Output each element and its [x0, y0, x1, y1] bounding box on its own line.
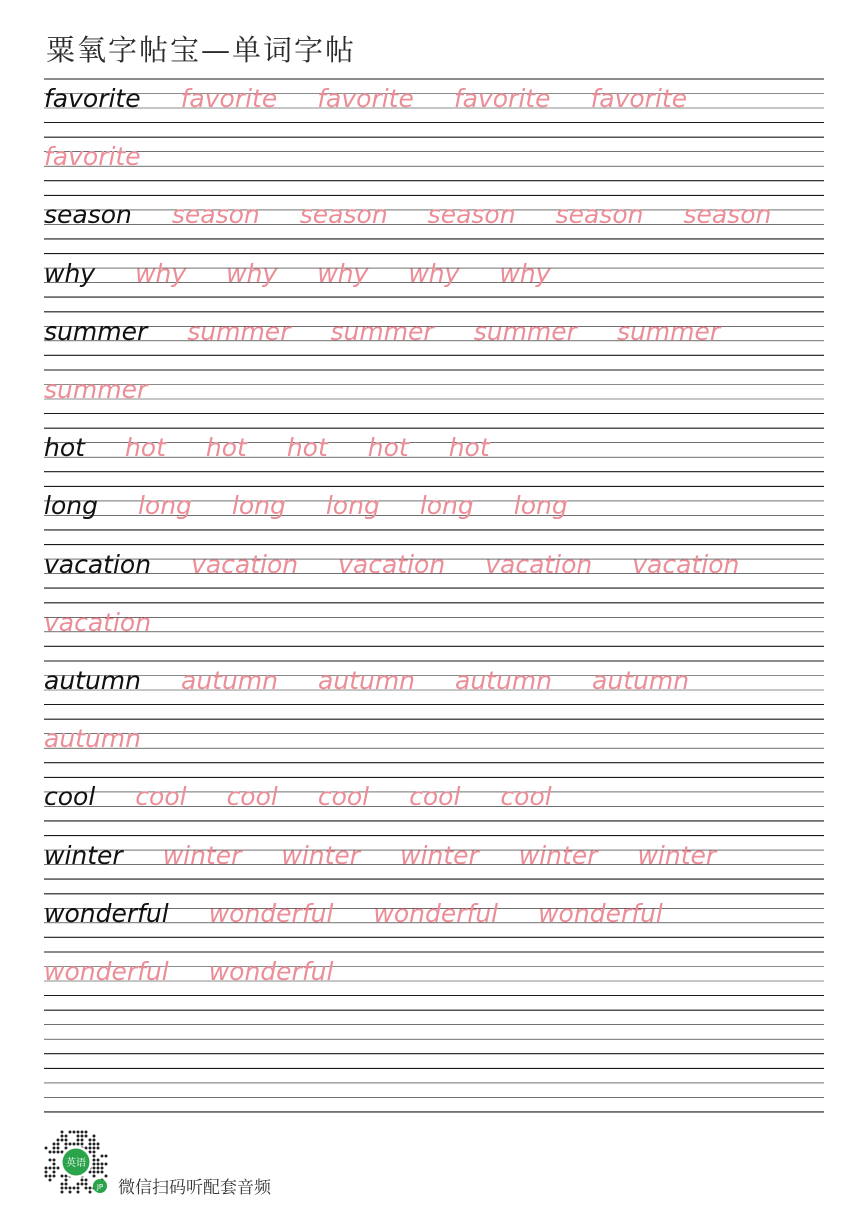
qr-dot — [101, 1163, 104, 1166]
trace-word: favorite — [180, 84, 278, 113]
trace-word: long — [325, 491, 380, 521]
trace-word: why — [499, 258, 551, 288]
trace-word: cool — [500, 782, 552, 812]
qr-dot — [53, 1143, 56, 1146]
qr-dot — [77, 1187, 80, 1190]
qr-dot — [97, 1167, 100, 1170]
trace-word: summer — [187, 316, 291, 346]
qr-dot — [81, 1135, 84, 1138]
model-word: cool — [44, 782, 96, 812]
qr-dot — [101, 1171, 104, 1174]
qr-dot — [69, 1143, 72, 1146]
qr-dot — [61, 1139, 64, 1142]
trace-word: long — [137, 491, 192, 521]
footer-caption: 微信扫码听配套音频 — [118, 1178, 271, 1198]
qr-dot — [85, 1131, 88, 1134]
trace-word: autumn — [592, 666, 690, 695]
trace-word: hot — [367, 433, 409, 463]
qr-badge-text: 英语 — [66, 1158, 86, 1169]
qr-dot — [53, 1147, 56, 1150]
qr-dot — [85, 1187, 88, 1190]
qr-dot — [101, 1155, 104, 1158]
trace-word: season — [427, 200, 516, 230]
qr-dot — [93, 1171, 96, 1174]
qr-dot — [97, 1143, 100, 1146]
qr-corner-text: JP — [96, 1183, 104, 1191]
qr-dot — [53, 1171, 56, 1174]
trace-word: cool — [409, 782, 461, 812]
qr-dot — [81, 1139, 84, 1142]
model-word: long — [44, 491, 98, 521]
qr-dot — [57, 1151, 60, 1154]
qr-dot — [53, 1167, 56, 1170]
qr-dot — [77, 1183, 80, 1186]
qr-dot — [77, 1139, 80, 1142]
model-word: autumn — [44, 666, 142, 695]
qr-dot — [57, 1143, 60, 1146]
trace-word: favorite — [317, 84, 414, 113]
trace-word: autumn — [44, 724, 142, 754]
qr-dot — [61, 1183, 64, 1186]
trace-word: summer — [616, 316, 721, 346]
qr-dot — [93, 1159, 96, 1162]
qr-dot — [81, 1183, 84, 1186]
trace-word: winter — [518, 840, 598, 870]
qr-dot — [53, 1175, 56, 1178]
model-word: winter — [44, 840, 123, 870]
qr-dot — [53, 1159, 56, 1162]
qr-dot — [89, 1147, 92, 1150]
qr-dot — [77, 1135, 80, 1138]
qr-dot — [69, 1191, 72, 1194]
qr-dot — [81, 1143, 84, 1146]
model-word: season — [44, 200, 132, 230]
trace-word: long — [231, 491, 286, 521]
qr-dot — [69, 1131, 72, 1134]
qr-dot — [53, 1163, 56, 1166]
trace-word: why — [135, 258, 187, 288]
qr-code-icon[interactable] — [40, 1126, 112, 1198]
trace-word: cool — [226, 782, 278, 812]
trace-word: vacation — [632, 549, 740, 579]
trace-word: winter — [637, 840, 717, 870]
trace-word: vacation — [191, 549, 299, 579]
trace-word: summer — [330, 316, 434, 346]
qr-dot — [65, 1139, 68, 1142]
qr-dot — [65, 1187, 68, 1190]
qr-dot — [97, 1159, 100, 1162]
trace-word: autumn — [181, 666, 279, 695]
qr-dot — [65, 1143, 68, 1146]
trace-word: wonderful — [538, 898, 663, 928]
qr-dot — [81, 1131, 84, 1134]
qr-dot — [89, 1187, 92, 1190]
trace-word: cool — [317, 782, 370, 812]
trace-word: winter — [400, 840, 479, 870]
trace-word: summer — [44, 375, 148, 404]
qr-dot — [101, 1167, 104, 1170]
trace-word: winter — [162, 840, 242, 870]
qr-dot — [45, 1175, 48, 1178]
model-word: summer — [44, 316, 148, 346]
qr-dot — [85, 1135, 88, 1138]
qr-dot — [73, 1143, 76, 1146]
qr-dot — [53, 1151, 56, 1154]
qr-dot — [97, 1163, 100, 1166]
qr-dot — [85, 1183, 88, 1186]
qr-dot — [93, 1175, 96, 1178]
trace-word: vacation — [338, 549, 446, 579]
qr-dot — [49, 1179, 52, 1182]
trace-word: season — [299, 200, 388, 230]
trace-word: cool — [135, 782, 187, 812]
trace-word: why — [317, 258, 369, 288]
trace-word: long — [419, 491, 474, 521]
qr-dot — [45, 1171, 48, 1174]
qr-dot — [49, 1175, 52, 1178]
model-word: favorite — [44, 84, 141, 113]
qr-dot — [85, 1179, 88, 1182]
trace-word: why — [408, 258, 460, 288]
qr-dot — [97, 1147, 100, 1150]
qr-dot — [69, 1187, 72, 1190]
qr-dot — [93, 1167, 96, 1170]
trace-word: hot — [205, 433, 247, 463]
trace-word: hot — [286, 433, 328, 463]
qr-dot — [93, 1139, 96, 1142]
qr-dot — [93, 1155, 96, 1158]
qr-dot — [49, 1151, 52, 1154]
trace-word: favorite — [590, 84, 688, 113]
trace-word: wonderful — [373, 898, 499, 928]
qr-dot — [65, 1183, 68, 1186]
trace-word: winter — [281, 840, 361, 870]
qr-dot — [105, 1155, 108, 1158]
qr-dot — [89, 1143, 92, 1146]
qr-dot — [93, 1135, 96, 1138]
qr-dot — [61, 1187, 64, 1190]
trace-word: favorite — [44, 142, 141, 172]
trace-word: hot — [448, 433, 490, 463]
trace-word: autumn — [455, 666, 553, 695]
trace-word: hot — [124, 433, 166, 463]
qr-dot — [77, 1131, 80, 1134]
qr-dot — [61, 1191, 64, 1194]
qr-dot — [49, 1167, 52, 1170]
trace-word: vacation — [44, 607, 152, 637]
qr-dot — [93, 1163, 96, 1166]
qr-dot — [93, 1151, 96, 1154]
qr-dot — [77, 1191, 80, 1194]
trace-word: wonderful — [208, 957, 334, 986]
trace-word: season — [171, 200, 260, 230]
qr-dot — [105, 1175, 108, 1178]
model-word: why — [44, 258, 96, 288]
qr-dot — [89, 1139, 92, 1142]
qr-dot — [61, 1175, 64, 1178]
qr-dot — [45, 1147, 48, 1150]
model-word: wonderful — [44, 898, 169, 928]
trace-word: long — [513, 491, 568, 521]
trace-word: vacation — [485, 549, 593, 579]
model-word: hot — [44, 433, 85, 463]
qr-dot — [65, 1179, 68, 1182]
qr-dot — [61, 1135, 64, 1138]
qr-dot — [57, 1167, 60, 1170]
qr-dot — [57, 1147, 60, 1150]
trace-word: wonderful — [208, 898, 334, 928]
qr-dot — [73, 1131, 76, 1134]
qr-dot — [61, 1131, 64, 1134]
trace-word: favorite — [453, 84, 551, 113]
page-title: 粟氧字帖宝—单词字帖 — [46, 33, 357, 67]
qr-dot — [93, 1147, 96, 1150]
qr-dot — [77, 1143, 80, 1146]
qr-dot — [93, 1143, 96, 1146]
qr-dot — [49, 1159, 52, 1162]
trace-word: autumn — [318, 666, 416, 695]
qr-dot — [81, 1179, 84, 1182]
model-word: vacation — [44, 549, 152, 579]
qr-dot — [65, 1135, 68, 1138]
trace-word: summer — [473, 316, 577, 346]
trace-word: wonderful — [44, 957, 169, 986]
qr-dot — [97, 1171, 100, 1174]
qr-dot — [57, 1139, 60, 1142]
trace-word: why — [226, 258, 278, 288]
qr-dot — [89, 1191, 92, 1194]
qr-dot — [45, 1167, 48, 1170]
qr-dot — [73, 1187, 76, 1190]
trace-word: season — [555, 200, 644, 230]
qr-dot — [105, 1163, 108, 1166]
trace-word: season — [683, 200, 772, 230]
